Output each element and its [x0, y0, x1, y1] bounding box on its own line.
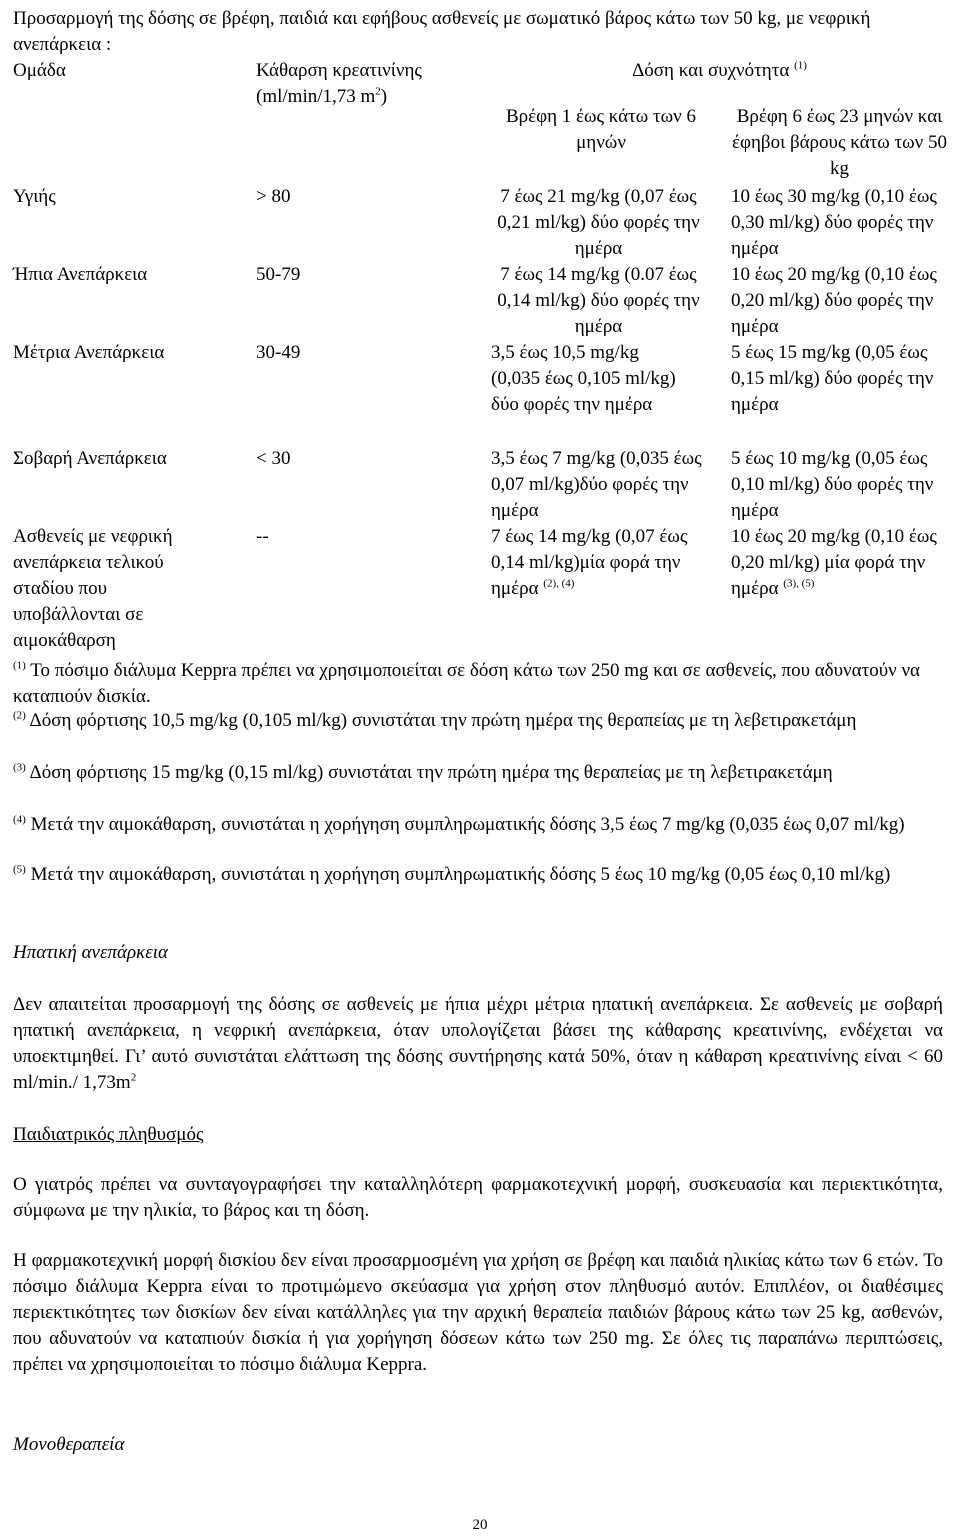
footnote-1: $^{(1)}$ Το πόσιμο διάλυμα Keppra πρέπει να χρησιμοποιείται σε δόση κάτω των 250 mg και σε ασθενείς, που αδυνατούν να καταπιούν δισκία. [13, 659, 921, 707]
header-children: Βρέφη 6 έως 23 μηνών και έφηβοι βάρους κάτω των 50 kg [732, 106, 947, 179]
row-severe-group: Σοβαρή Ανεπάρκεια [13, 448, 167, 469]
header-clearance: Κάθαρση κρεατινίνης (ml/min/1,73 $m^2$) [256, 60, 422, 107]
row-healthy-infants: 7 έως 21 mg/kg (0,07 έως 0,21 ml/kg) δύο φορές την ημέρα [497, 186, 700, 259]
row-severe-clearance: < 30 [256, 448, 291, 469]
page-number: 20 [472, 1517, 488, 1533]
footnote-5: $^{(5)}$ Μετά την αιμοκάθαρση, συνιστάται η χορήγηση συμπληρωματικής δόσης 5 έως 10 mg/kg (0,05 έως 0,10 ml/kg) [13, 863, 891, 885]
header-dose-frequency: Δόση και συχνότητα $^{(1)}$ [632, 59, 807, 81]
row-moderate-children: 5 έως 15 mg/kg (0,05 έως 0,15 ml/kg) δύο φορές την ημέρα [731, 342, 934, 415]
header-group: Ομάδα [13, 60, 66, 81]
row-moderate-infants: 3,5 έως 10,5 mg/kg (0,035 έως 0,105 ml/kg) δύο φορές την ημέρα [491, 342, 676, 415]
hepatic-paragraph: Δεν απαιτείται προσαρμογή της δόσης σε ασθενείς με ήπια μέχρι μέτρια ηπατική ανεπάρκεια. Σε ασθενείς με σοβαρή ηπατική ανεπάρκεια, η νεφρική ανεπάρκεια, όταν υπολογίζεται βάσει της κάθαρσης κρεατινίνης, ενδέχεται να υποεκτιμηθεί. Γι’ αυτό συνιστάται ελάττωση της δόσης συντήρησης κατά 50%, όταν η κάθαρση κρεατινίνης είναι < 60 ml/min./ $1,73m^2$ [13, 994, 943, 1093]
dose-table [13, 58, 948, 658]
row-healthy-clearance: > 80 [256, 186, 291, 207]
row-healthy-group: Υγιής [13, 186, 56, 207]
row-moderate-group: Μέτρια Ανεπάρκεια [13, 342, 165, 363]
hepatic-heading: Ηπατική ανεπάρκεια [13, 942, 168, 963]
row-healthy-children: 10 έως 30 mg/kg (0,10 έως 0,30 ml/kg) δύο φορές την ημέρα [731, 186, 937, 259]
footnote-3: $^{(3)}$ Δόση φόρτισης 15 mg/kg (0,15 ml/kg) συνιστάται την πρώτη ημέρα της θεραπείας με τη λεβετιρακετάμη [13, 761, 833, 783]
row-moderate-clearance: 30-49 [256, 342, 301, 363]
row-severe-infants: 3,5 έως 7 mg/kg (0,035 έως 0,07 ml/kg)δύο φορές την ημέρα [491, 448, 702, 521]
pediatric-paragraph-1: Ο γιατρός πρέπει να συνταγογραφήσει την καταλληλότερη φαρμακοτεχνική μορφή, συσκευασία και περιεκτικότητα, σύμφωνα με την ηλικία, το βάρος και τη δόση. [13, 1174, 943, 1221]
section-title: Προσαρμογή της δόσης σε βρέφη, παιδιά και εφήβους ασθενείς με σωματικό βάρος κάτω των 50 kg, με νεφρική ανεπάρκεια : [13, 8, 871, 55]
row-mild-group: Ήπια Ανεπάρκεια [13, 264, 148, 285]
row-esrd-infants: 7 έως 14 mg/kg (0,07 έως 0,14 ml/kg)μία φορά την ημέρα $^{(2), (4)}$ [491, 526, 688, 599]
monotherapy-heading: Μονοθεραπεία [13, 1434, 125, 1455]
row-mild-children: 10 έως 20 mg/kg (0,10 έως 0,20 ml/kg) δύο φορές την ημέρα [731, 264, 937, 337]
row-esrd-clearance: -- [256, 526, 269, 547]
row-severe-children: 5 έως 10 mg/kg (0,05 έως 0,10 ml/kg) δύο φορές την ημέρα [731, 448, 934, 521]
row-mild-infants: 7 έως 14 mg/kg (0.07 έως 0,14 ml/kg) δύο φορές την ημέρα [497, 264, 700, 337]
footnote-4: $^{(4)}$ Μετά την αιμοκάθαρση, συνιστάται η χορήγηση συμπληρωματικής δόσης 3,5 έως 7 mg/kg (0,035 έως 0,07 ml/kg) [13, 813, 905, 835]
row-esrd-group: Ασθενείς με νεφρική ανεπάρκεια τελικού σταδίου που υποβάλλονται σε αιμοκάθαρση [13, 526, 173, 651]
header-infants: Βρέφη 1 έως κάτω των 6 μηνών [505, 106, 697, 153]
pediatric-heading: Παιδιατρικός πληθυσμός [13, 1124, 204, 1145]
row-esrd-children: 10 έως 20 mg/kg (0,10 έως 0,20 ml/kg) μία φορά την ημέρα $^{(3), (5)}$ [731, 526, 937, 599]
pediatric-paragraph-2: Η φαρμακοτεχνική μορφή δισκίου δεν είναι προσαρμοσμένη για χρήση σε βρέφη και παιδιά ηλικίας κάτω των 6 ετών. Το πόσιμο διάλυμα Keppra είναι το προτιμώμενο σκεύασμα για χρήση στον πληθυσμό αυτόν. Επιπλέον, οι διαθέσιμες περιεκτικότητες των δισκίων δεν είναι κατάλληλες για την αρχική θεραπεία παιδιών βάρους κάτω των 25 kg, ασθενών, που αδυνατούν να καταπιούν δισκία ή για χορήγηση δόσεων κάτω των 250 mg. Σε όλες τις παραπάνω περιπτώσεις, πρέπει να χρησιμοποιείται το πόσιμο διάλυμα Keppra. [13, 1250, 943, 1375]
footnote-2: $^{(2)}$ Δόση φόρτισης 10,5 mg/kg (0,105 ml/kg) συνιστάται την πρώτη ημέρα της θεραπείας με τη λεβετιρακετάμη [13, 709, 857, 731]
row-mild-clearance: 50-79 [256, 264, 301, 285]
